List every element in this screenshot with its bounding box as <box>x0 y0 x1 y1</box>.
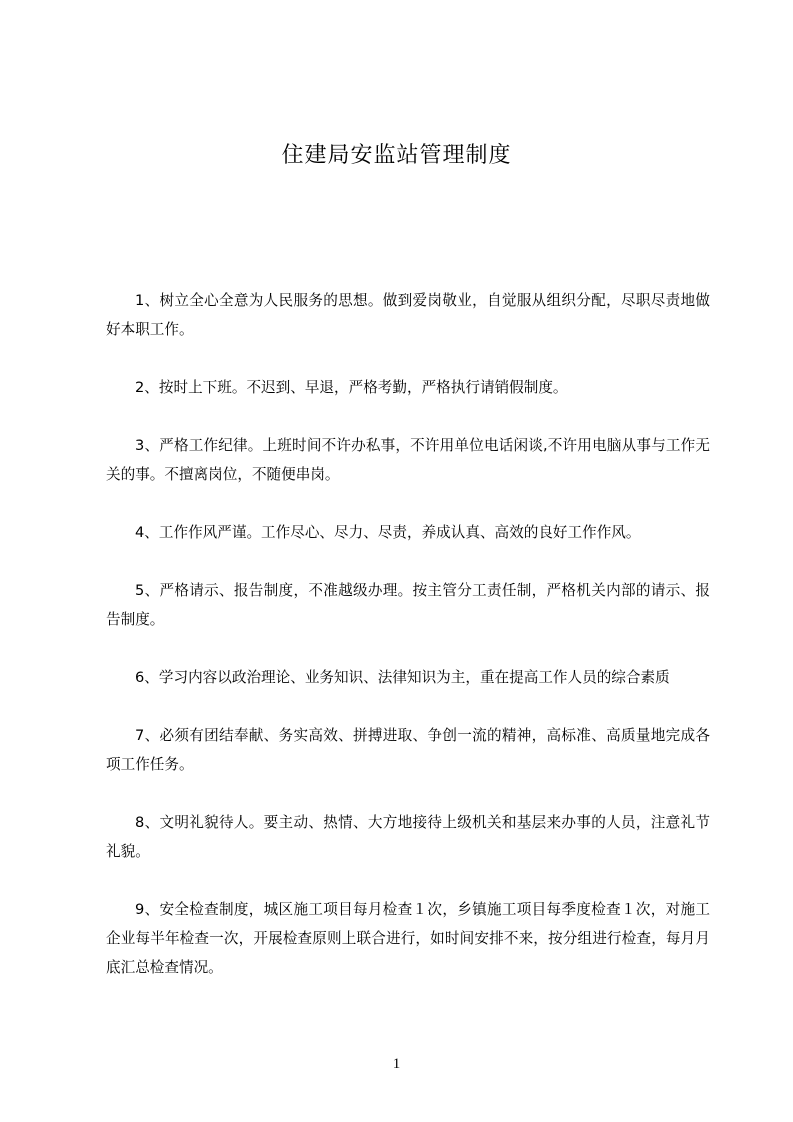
paragraph-9: 9、安全检查制度，城区施工项目每月检查１次，乡镇施工项目每季度检查１次，对施工企业每半年检查一次，开展检查原则上联合进行，如时间安排不来，按分组进行检查，每月月底汇总检查情况。 <box>106 901 710 976</box>
paragraph-5: 5、严格请示、报告制度，不准越级办理。按主管分工责任制，严格机关内部的请示、报告制度。 <box>106 582 710 628</box>
paragraph-4: 4、工作作风严谨。工作尽心、尽力、尽责，养成认真、高效的良好工作作风。 <box>135 524 641 541</box>
paragraph-7: 7、必须有团结奉献、务实高效、拼搏进取、争创一流的精神，高标准、高质量地完成各项工作任务。 <box>106 727 710 773</box>
paragraph-8: 8、文明礼貌待人。要主动、热情、大方地接待上级机关和基层来办事的人员，注意礼节礼貌。 <box>106 814 710 860</box>
document-body <box>106 286 710 1011</box>
paragraph-3: 3、严格工作纪律。上班时间不许办私事，不许用单位电话闲谈,不许用电脑从事与工作无关的事。不擅离岗位，不随便串岗。 <box>106 437 710 483</box>
paragraph-2: 2、按时上下班。不迟到、早退，严格考勤，严格执行请销假制度。 <box>135 379 568 396</box>
paragraph-6: 6、学习内容以政治理论、业务知识、法律知识为主，重在提高工作人员的综合素质 <box>135 669 670 686</box>
document-title: 住建局安监站管理制度 <box>281 143 512 168</box>
paragraph-1: 1、树立全心全意为人民服务的思想。做到爱岗敬业，自觉服从组织分配，尽职尽责地做好本职工作。 <box>106 292 710 338</box>
page-number: 1 <box>392 1056 401 1072</box>
